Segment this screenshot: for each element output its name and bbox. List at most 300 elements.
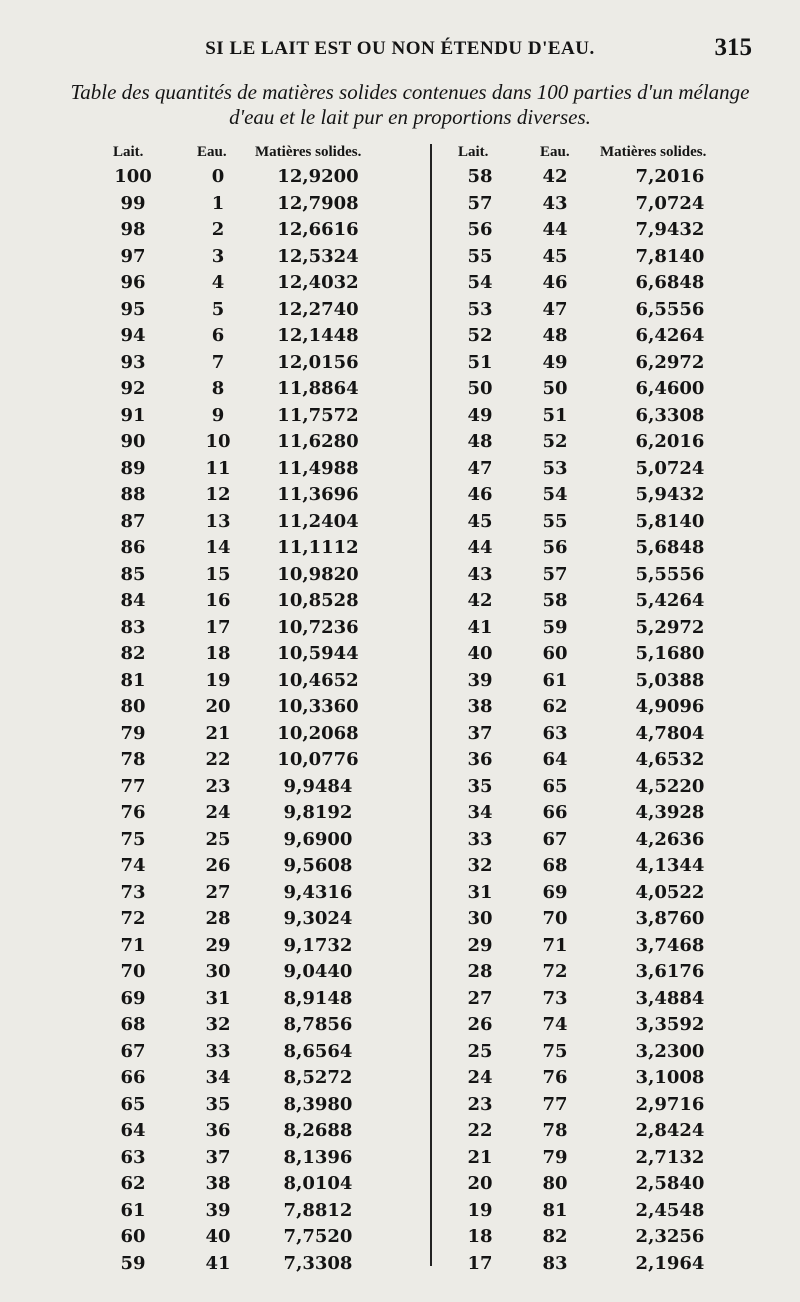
cell-eau-left: 41: [205, 1252, 231, 1274]
cell-solides-right: 5,9432: [635, 484, 705, 505]
cell-lait-left: 87: [120, 510, 146, 532]
cell-lait-right: 43: [467, 563, 493, 585]
cell-lait-right: 26: [467, 1014, 493, 1035]
cell-eau-right: 45: [542, 245, 568, 267]
cell-lait-right: 40: [467, 643, 493, 664]
table-row: [0, 988, 800, 1015]
cell-solides-right: 5,8140: [635, 510, 705, 532]
cell-eau-right: 67: [542, 828, 568, 850]
table-row: [0, 1253, 800, 1280]
cell-lait-right: 44: [467, 537, 493, 558]
cell-lait-right: 18: [467, 1226, 493, 1247]
cell-solides-left: 9,0440: [283, 961, 353, 982]
col-head-eau-left: Eau.: [197, 144, 227, 160]
cell-solides-left: 12,4032: [277, 272, 359, 293]
table-row: [0, 1200, 800, 1227]
cell-lait-right: 20: [467, 1173, 493, 1194]
cell-solides-right: 7,0724: [635, 192, 705, 214]
cell-solides-left: 9,6900: [283, 828, 353, 850]
cell-eau-right: 79: [542, 1146, 568, 1168]
cell-lait-left: 62: [120, 1173, 146, 1194]
cell-solides-left: 11,1112: [277, 537, 359, 558]
cell-solides-left: 8,3980: [283, 1093, 353, 1115]
cell-lait-left: 80: [120, 696, 146, 717]
cell-lait-left: 93: [120, 351, 146, 373]
cell-solides-left: 8,1396: [283, 1146, 353, 1168]
cell-eau-right: 57: [542, 563, 568, 585]
cell-solides-right: 2,3256: [635, 1226, 705, 1247]
cell-eau-left: 7: [211, 351, 225, 373]
cell-lait-right: 51: [467, 351, 493, 373]
table-row: [0, 1014, 800, 1041]
table-row: [0, 537, 800, 564]
table-row: [0, 352, 800, 379]
cell-eau-left: 11: [205, 457, 231, 479]
cell-solides-left: 9,8192: [283, 802, 353, 823]
cell-solides-left: 10,7236: [277, 616, 359, 638]
cell-eau-left: 19: [205, 669, 231, 691]
cell-lait-right: 34: [467, 802, 493, 823]
cell-lait-left: 89: [120, 457, 146, 479]
cell-eau-left: 35: [205, 1093, 231, 1115]
cell-eau-right: 64: [542, 749, 568, 770]
cell-eau-right: 75: [542, 1040, 568, 1062]
cell-lait-right: 19: [467, 1199, 493, 1221]
cell-lait-left: 94: [120, 325, 146, 346]
table-row: [0, 670, 800, 697]
table-row: [0, 1147, 800, 1174]
cell-lait-right: 38: [467, 696, 493, 717]
cell-eau-right: 61: [542, 669, 568, 691]
cell-lait-left: 78: [120, 749, 146, 770]
cell-eau-right: 47: [542, 298, 568, 320]
cell-eau-right: 49: [542, 351, 568, 373]
cell-lait-right: 21: [467, 1146, 493, 1168]
cell-lait-right: 58: [467, 166, 493, 187]
cell-solides-right: 4,5220: [635, 775, 705, 797]
cell-solides-right: 5,5556: [635, 563, 705, 585]
table-row: [0, 1226, 800, 1253]
table-row: [0, 431, 800, 458]
cell-solides-right: 6,6848: [635, 272, 705, 293]
table-row: [0, 299, 800, 326]
cell-eau-right: 51: [542, 404, 568, 426]
col-head-solides-right: Matières solides.: [600, 144, 707, 160]
cell-lait-left: 67: [120, 1040, 146, 1062]
cell-lait-left: 65: [120, 1093, 146, 1115]
cell-solides-left: 11,3696: [277, 484, 359, 505]
cell-lait-left: 60: [120, 1226, 146, 1247]
cell-solides-right: 4,6532: [635, 749, 705, 770]
table-caption: Table des quantités de matières solides contenues dans 100 parties d'un mélange d'eau et le lait pur en proportions diverses.: [70, 80, 750, 129]
cell-solides-right: 7,9432: [635, 219, 705, 240]
cell-solides-left: 12,5324: [277, 245, 359, 267]
cell-lait-left: 73: [120, 881, 146, 903]
cell-solides-left: 9,1732: [283, 934, 353, 956]
cell-lait-right: 48: [467, 431, 493, 452]
cell-lait-left: 85: [120, 563, 146, 585]
cell-lait-right: 45: [467, 510, 493, 532]
cell-lait-right: 39: [467, 669, 493, 691]
table-row: [0, 776, 800, 803]
cell-eau-right: 46: [542, 272, 568, 293]
cell-eau-right: 43: [542, 192, 568, 214]
cell-lait-right: 57: [467, 192, 493, 214]
cell-solides-right: 6,4264: [635, 325, 705, 346]
cell-solides-right: 4,9096: [635, 696, 705, 717]
cell-solides-left: 12,1448: [277, 325, 359, 346]
cell-eau-left: 16: [205, 590, 231, 611]
cell-eau-right: 77: [542, 1093, 568, 1115]
cell-solides-right: 4,2636: [635, 828, 705, 850]
cell-eau-right: 48: [542, 325, 568, 346]
table-row: [0, 405, 800, 432]
cell-solides-left: 9,9484: [283, 775, 353, 797]
cell-solides-right: 2,8424: [635, 1120, 705, 1141]
cell-solides-right: 7,8140: [635, 245, 705, 267]
table-row: [0, 378, 800, 405]
cell-eau-left: 30: [205, 961, 231, 982]
cell-lait-right: 55: [467, 245, 493, 267]
cell-solides-right: 2,1964: [635, 1252, 705, 1274]
cell-eau-right: 42: [542, 166, 568, 187]
cell-eau-left: 27: [205, 881, 231, 903]
cell-lait-right: 27: [467, 987, 493, 1009]
cell-eau-right: 53: [542, 457, 568, 479]
cell-lait-left: 79: [120, 722, 146, 744]
cell-solides-right: 5,0724: [635, 457, 705, 479]
cell-lait-left: 75: [120, 828, 146, 850]
cell-lait-right: 29: [467, 934, 493, 956]
cell-lait-left: 71: [120, 934, 146, 956]
cell-solides-right: 5,2972: [635, 616, 705, 638]
cell-eau-right: 50: [542, 378, 568, 399]
cell-solides-left: 12,6616: [277, 219, 359, 240]
cell-lait-right: 36: [467, 749, 493, 770]
cell-solides-right: 3,2300: [635, 1040, 705, 1062]
cell-solides-left: 8,7856: [283, 1014, 353, 1035]
cell-lait-right: 41: [467, 616, 493, 638]
cell-eau-right: 69: [542, 881, 568, 903]
table-body: [0, 166, 800, 1279]
cell-lait-left: 83: [120, 616, 146, 638]
cell-solides-left: 8,5272: [283, 1067, 353, 1088]
cell-eau-left: 34: [205, 1067, 231, 1088]
col-head-lait-right: Lait.: [458, 144, 489, 160]
cell-lait-left: 68: [120, 1014, 146, 1035]
cell-solides-left: 10,8528: [277, 590, 359, 611]
cell-lait-left: 59: [120, 1252, 146, 1274]
cell-eau-right: 68: [542, 855, 568, 876]
column-divider: [430, 144, 432, 1266]
cell-eau-right: 60: [542, 643, 568, 664]
table-row: [0, 1120, 800, 1147]
cell-solides-left: 9,4316: [283, 881, 353, 903]
cell-lait-left: 61: [120, 1199, 146, 1221]
cell-solides-right: 7,2016: [635, 166, 705, 187]
cell-solides-left: 12,7908: [277, 192, 359, 214]
cell-lait-right: 25: [467, 1040, 493, 1062]
table-row: [0, 829, 800, 856]
table-row: [0, 935, 800, 962]
table-row: [0, 246, 800, 273]
cell-eau-left: 4: [211, 272, 225, 293]
cell-eau-left: 39: [205, 1199, 231, 1221]
table-row: [0, 749, 800, 776]
cell-eau-left: 20: [205, 696, 231, 717]
table-row: [0, 166, 800, 193]
col-head-eau-right: Eau.: [540, 144, 570, 160]
cell-lait-right: 56: [467, 219, 493, 240]
cell-lait-left: 72: [120, 908, 146, 929]
cell-eau-right: 54: [542, 484, 568, 505]
cell-solides-left: 11,6280: [277, 431, 359, 452]
cell-solides-left: 10,0776: [277, 749, 359, 770]
table-row: [0, 882, 800, 909]
cell-eau-left: 25: [205, 828, 231, 850]
cell-lait-left: 98: [120, 219, 146, 240]
cell-eau-right: 55: [542, 510, 568, 532]
cell-eau-left: 14: [205, 537, 231, 558]
cell-eau-right: 66: [542, 802, 568, 823]
cell-eau-right: 73: [542, 987, 568, 1009]
table-row: [0, 723, 800, 750]
cell-lait-left: 92: [120, 378, 146, 399]
cell-lait-right: 42: [467, 590, 493, 611]
cell-solides-right: 2,9716: [635, 1093, 705, 1115]
cell-eau-left: 6: [211, 325, 225, 346]
cell-lait-left: 97: [120, 245, 146, 267]
cell-lait-left: 90: [120, 431, 146, 452]
table-row: [0, 1067, 800, 1094]
cell-eau-left: 38: [205, 1173, 231, 1194]
table-row: [0, 590, 800, 617]
cell-lait-left: 95: [120, 298, 146, 320]
cell-solides-left: 8,6564: [283, 1040, 353, 1062]
table-row: [0, 1094, 800, 1121]
cell-solides-left: 10,4652: [277, 669, 359, 691]
cell-eau-left: 18: [205, 643, 231, 664]
cell-solides-left: 7,7520: [283, 1226, 353, 1247]
cell-lait-left: 77: [120, 775, 146, 797]
cell-eau-left: 17: [205, 616, 231, 638]
cell-solides-left: 12,2740: [277, 298, 359, 320]
cell-eau-left: 40: [205, 1226, 231, 1247]
cell-eau-left: 24: [205, 802, 231, 823]
cell-lait-left: 96: [120, 272, 146, 293]
cell-solides-left: 8,2688: [283, 1120, 353, 1141]
cell-eau-left: 26: [205, 855, 231, 876]
cell-lait-right: 49: [467, 404, 493, 426]
cell-lait-right: 46: [467, 484, 493, 505]
cell-eau-right: 52: [542, 431, 568, 452]
cell-lait-left: 70: [120, 961, 146, 982]
cell-lait-left: 86: [120, 537, 146, 558]
cell-solides-right: 5,6848: [635, 537, 705, 558]
cell-lait-right: 32: [467, 855, 493, 876]
cell-solides-right: 2,7132: [635, 1146, 705, 1168]
table-row: [0, 458, 800, 485]
cell-eau-right: 78: [542, 1120, 568, 1141]
cell-solides-left: 10,3360: [277, 696, 359, 717]
cell-lait-right: 30: [467, 908, 493, 929]
cell-solides-right: 6,5556: [635, 298, 705, 320]
page-header: [0, 34, 800, 68]
cell-solides-left: 10,9820: [277, 563, 359, 585]
cell-lait-right: 17: [467, 1252, 493, 1274]
cell-lait-left: 88: [120, 484, 146, 505]
cell-eau-right: 80: [542, 1173, 568, 1194]
cell-eau-right: 72: [542, 961, 568, 982]
cell-eau-left: 12: [205, 484, 231, 505]
cell-eau-right: 81: [542, 1199, 568, 1221]
cell-eau-right: 63: [542, 722, 568, 744]
cell-solides-right: 5,0388: [635, 669, 705, 691]
table-row: [0, 564, 800, 591]
cell-lait-right: 37: [467, 722, 493, 744]
cell-lait-right: 35: [467, 775, 493, 797]
cell-lait-left: 91: [120, 404, 146, 426]
cell-solides-left: 8,0104: [283, 1173, 353, 1194]
cell-solides-right: 4,3928: [635, 802, 705, 823]
cell-eau-left: 3: [211, 245, 225, 267]
cell-eau-right: 59: [542, 616, 568, 638]
cell-solides-left: 10,5944: [277, 643, 359, 664]
cell-solides-left: 12,0156: [277, 351, 359, 373]
table-row: [0, 193, 800, 220]
cell-lait-left: 82: [120, 643, 146, 664]
cell-solides-left: 12,9200: [277, 166, 359, 187]
cell-eau-left: 8: [211, 378, 225, 399]
cell-eau-left: 31: [205, 987, 231, 1009]
cell-eau-left: 22: [205, 749, 231, 770]
cell-lait-left: 81: [120, 669, 146, 691]
cell-lait-left: 64: [120, 1120, 146, 1141]
table-row: [0, 908, 800, 935]
cell-lait-left: 66: [120, 1067, 146, 1088]
cell-lait-right: 28: [467, 961, 493, 982]
cell-eau-right: 44: [542, 219, 568, 240]
table-row: [0, 961, 800, 988]
cell-solides-right: 5,1680: [635, 643, 705, 664]
table-row: [0, 617, 800, 644]
cell-solides-right: 3,7468: [635, 934, 705, 956]
cell-eau-left: 9: [211, 404, 225, 426]
cell-solides-right: 3,6176: [635, 961, 705, 982]
table-row: [0, 643, 800, 670]
cell-solides-right: 4,0522: [635, 881, 705, 903]
cell-solides-left: 9,5608: [283, 855, 353, 876]
cell-lait-left: 76: [120, 802, 146, 823]
cell-eau-left: 33: [205, 1040, 231, 1062]
cell-lait-left: 100: [114, 166, 152, 187]
cell-lait-right: 53: [467, 298, 493, 320]
col-head-solides-left: Matières solides.: [255, 144, 362, 160]
cell-lait-left: 99: [120, 192, 146, 214]
cell-eau-left: 29: [205, 934, 231, 956]
cell-solides-left: 11,2404: [277, 510, 359, 532]
cell-eau-right: 71: [542, 934, 568, 956]
cell-eau-left: 15: [205, 563, 231, 585]
cell-solides-left: 8,9148: [283, 987, 353, 1009]
running-title: SI LE LAIT EST OU NON ÉTENDU D'EAU.: [205, 38, 595, 59]
col-head-lait-left: Lait.: [113, 144, 144, 160]
cell-solides-left: 9,3024: [283, 908, 353, 929]
table-row: [0, 484, 800, 511]
cell-eau-left: 21: [205, 722, 231, 744]
cell-solides-right: 3,8760: [635, 908, 705, 929]
table-row: [0, 1041, 800, 1068]
cell-solides-right: 3,3592: [635, 1014, 705, 1035]
cell-solides-right: 6,2016: [635, 431, 705, 452]
cell-solides-left: 10,2068: [277, 722, 359, 744]
page-number: 315: [714, 34, 752, 61]
cell-eau-right: 70: [542, 908, 568, 929]
cell-eau-left: 37: [205, 1146, 231, 1168]
cell-eau-left: 36: [205, 1120, 231, 1141]
cell-lait-right: 33: [467, 828, 493, 850]
cell-lait-right: 22: [467, 1120, 493, 1141]
cell-solides-right: 6,4600: [635, 378, 705, 399]
table-row: [0, 219, 800, 246]
cell-eau-left: 0: [211, 166, 225, 187]
cell-solides-right: 3,1008: [635, 1067, 705, 1088]
cell-eau-left: 5: [211, 298, 225, 320]
cell-lait-right: 50: [467, 378, 493, 399]
cell-lait-right: 47: [467, 457, 493, 479]
cell-solides-right: 4,7804: [635, 722, 705, 744]
cell-lait-left: 84: [120, 590, 146, 611]
cell-eau-left: 1: [211, 192, 225, 214]
table-row: [0, 696, 800, 723]
cell-solides-left: 11,4988: [277, 457, 359, 479]
cell-lait-left: 63: [120, 1146, 146, 1168]
cell-solides-right: 6,2972: [635, 351, 705, 373]
table-row: [0, 802, 800, 829]
cell-solides-right: 3,4884: [635, 987, 705, 1009]
cell-lait-right: 24: [467, 1067, 493, 1088]
cell-eau-left: 10: [205, 431, 231, 452]
table-row: [0, 272, 800, 299]
cell-eau-right: 76: [542, 1067, 568, 1088]
cell-eau-right: 58: [542, 590, 568, 611]
cell-lait-right: 31: [467, 881, 493, 903]
cell-solides-right: 2,4548: [635, 1199, 705, 1221]
cell-solides-right: 6,3308: [635, 404, 705, 426]
cell-solides-left: 7,3308: [283, 1252, 353, 1274]
cell-lait-right: 54: [467, 272, 493, 293]
cell-eau-left: 28: [205, 908, 231, 929]
cell-lait-right: 52: [467, 325, 493, 346]
cell-eau-right: 74: [542, 1014, 568, 1035]
cell-eau-right: 56: [542, 537, 568, 558]
cell-lait-left: 74: [120, 855, 146, 876]
cell-solides-left: 7,8812: [283, 1199, 353, 1221]
cell-solides-right: 4,1344: [635, 855, 705, 876]
cell-eau-left: 2: [211, 219, 225, 240]
cell-eau-right: 65: [542, 775, 568, 797]
cell-solides-left: 11,7572: [277, 404, 359, 426]
cell-eau-right: 62: [542, 696, 568, 717]
cell-solides-right: 5,4264: [635, 590, 705, 611]
cell-solides-right: 2,5840: [635, 1173, 705, 1194]
table-row: [0, 855, 800, 882]
table-row: [0, 511, 800, 538]
cell-eau-left: 13: [205, 510, 231, 532]
cell-eau-left: 32: [205, 1014, 231, 1035]
cell-lait-left: 69: [120, 987, 146, 1009]
cell-eau-left: 23: [205, 775, 231, 797]
